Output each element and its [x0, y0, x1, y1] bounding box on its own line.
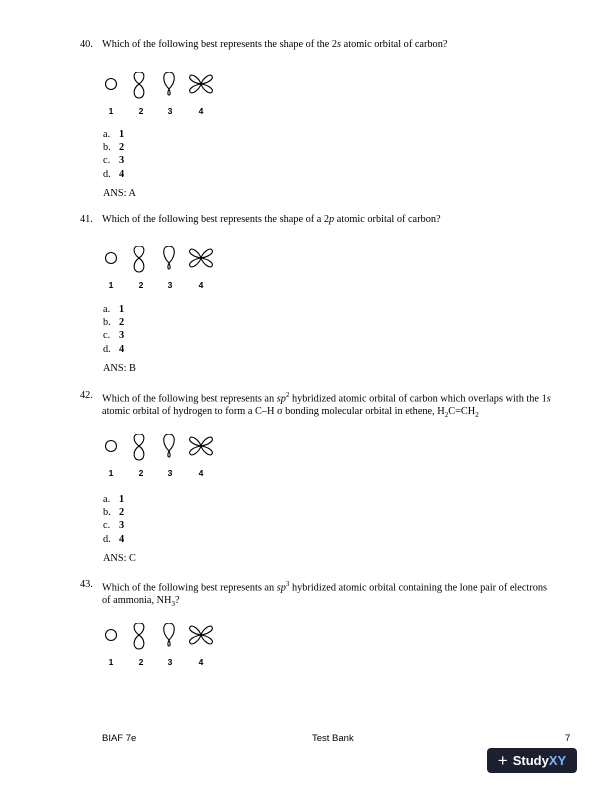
figure-label: 3: [167, 106, 173, 116]
answer-choices: [103, 303, 124, 356]
choice-c: c. 3: [103, 155, 125, 167]
footer-left: BIAF 7e: [102, 733, 137, 744]
question-number: 40.: [80, 39, 93, 50]
footer-center: Test Bank: [312, 733, 354, 744]
question-number: 43.: [80, 579, 93, 590]
page-number: 7: [565, 733, 571, 744]
question-number: 41.: [80, 214, 93, 225]
question-stem: Which of the following best represents an $sp^2$ hybridized atomic orbital of carbon which overlaps with the 1s atomic orbital of hydrogen to form a C–H σ bonding molecular orbital in ethene, $H_2C=CH_2$: [102, 391, 551, 420]
choice-a: a. 1: [103, 494, 125, 505]
figure-label: 3: [167, 657, 173, 667]
choice-b: b. 2: [103, 507, 125, 519]
figure-label: 1: [108, 657, 114, 667]
orbital-shapes-icon: [101, 72, 221, 106]
figure-label: 1: [108, 468, 114, 478]
question-stem: Which of the following best represents the shape of a 2p atomic orbital of carbon?: [102, 214, 441, 225]
figure-label: 2: [138, 657, 144, 667]
orbital-shapes-icon: [101, 434, 221, 468]
choice-a: a. 1: [103, 304, 125, 315]
plus-icon: +: [497, 750, 508, 770]
question-stem: Which of the following best represents an $sp^3$ hybridized atomic orbital containing the lone pair of electrons of ammonia, $NH_3$?: [102, 580, 547, 609]
question-stem: Which of the following best represents the shape of the 2s atomic orbital of carbon?: [102, 39, 448, 50]
orbital-figure: [101, 72, 221, 116]
choice-d: d. 4: [103, 343, 125, 355]
figure-label: 3: [167, 280, 173, 290]
figure-label: 4: [198, 657, 204, 667]
badge-xy-text: XY: [548, 753, 567, 768]
figure-label: 3: [167, 468, 173, 478]
figure-label: 2: [138, 468, 144, 478]
figure-label: 4: [198, 280, 204, 290]
answer-key: ANS: A: [103, 188, 136, 199]
choice-b: b. 2: [103, 317, 125, 329]
answer-choices: [103, 493, 124, 546]
choice-b: b. 2: [103, 142, 125, 154]
orbital-figure: [101, 246, 221, 290]
orbital-figure: [101, 623, 221, 667]
orbital-figure: [101, 434, 221, 478]
choice-c: c. 3: [103, 520, 125, 532]
figure-label: 1: [108, 106, 114, 116]
choice-d: d. 4: [103, 168, 125, 180]
question-number: 42.: [80, 390, 93, 401]
choice-d: d. 4: [103, 533, 125, 545]
choice-c: c. 3: [103, 330, 125, 342]
answer-key: ANS: B: [103, 363, 136, 374]
answer-choices: [103, 128, 124, 181]
figure-label: 2: [138, 280, 144, 290]
figure-label: 1: [108, 280, 114, 290]
figure-label: 2: [138, 106, 144, 116]
figure-label: 4: [198, 468, 204, 478]
studyxy-badge[interactable]: [487, 748, 577, 773]
choice-a: a. 1: [103, 129, 125, 140]
answer-key: ANS: C: [103, 553, 136, 564]
figure-label: 4: [198, 106, 204, 116]
orbital-shapes-icon: [101, 623, 221, 657]
orbital-shapes-icon: [101, 246, 221, 280]
badge-study-text: Study: [512, 753, 549, 768]
